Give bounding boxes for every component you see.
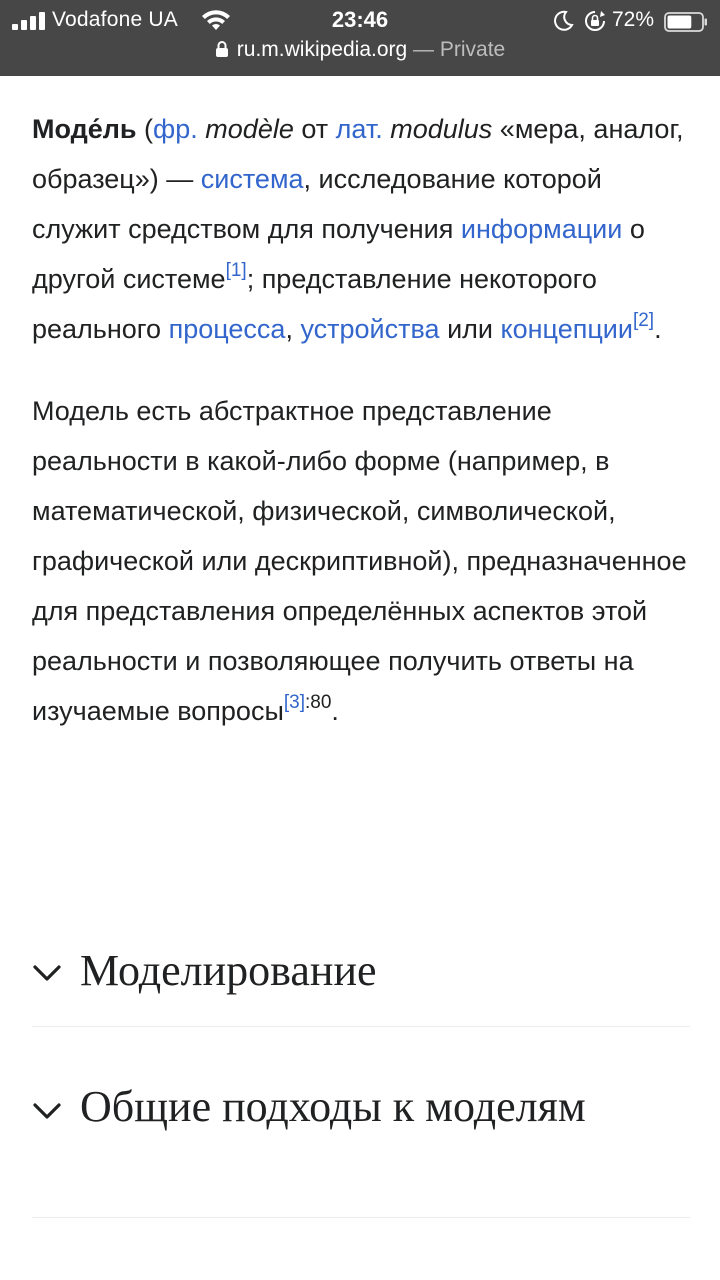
text: Модель есть абстрактное представление реальности в какой-либо форме (например, в математической, физической, символической, графической или дескриптивной), предназначенное для представления определённых аспектов этой реальности и позволяющее получить ответы на изучаемые вопросы [32, 396, 687, 726]
text: ( [136, 114, 154, 144]
reference-link-1[interactable]: [1] [225, 260, 247, 281]
link-information[interactable]: информации [460, 214, 623, 244]
section-title: Общие подходы к моделям [80, 1082, 586, 1131]
reference-1 [226, 260, 247, 281]
reference-link-3[interactable]: [3] [283, 692, 305, 713]
section-modeling[interactable] [32, 935, 690, 1027]
do-not-disturb-moon-icon [552, 10, 574, 32]
battery-percent: 72% [612, 8, 655, 31]
private-mode-label: Private [439, 38, 506, 61]
text: о другой системе [32, 214, 645, 294]
secure-lock-icon [215, 40, 229, 58]
term-modulus: modulus [390, 114, 493, 144]
status-time: 23:46 [331, 7, 389, 32]
reference-2 [633, 310, 654, 331]
text: «мера, аналог, образец») — [32, 114, 684, 194]
section-general-approaches[interactable] [32, 1075, 690, 1218]
reference-3-page: :80 [304, 692, 332, 713]
address-separator: — [407, 38, 440, 61]
link-device[interactable]: устройства [300, 314, 440, 344]
text: , исследование которой служит средством для получения [32, 164, 602, 244]
link-latin[interactable]: лат. [335, 114, 383, 144]
reference-3 [284, 692, 332, 713]
text: . [654, 314, 662, 344]
link-concept[interactable]: концепции [500, 314, 633, 344]
link-french[interactable]: фр. [153, 114, 198, 144]
text: . [331, 696, 339, 726]
chevron-down-icon [32, 1101, 62, 1121]
text: от [293, 114, 336, 144]
address-bar[interactable] [0, 38, 720, 68]
link-process[interactable]: процесса [168, 314, 286, 344]
text: , [285, 314, 301, 344]
reference-link-2[interactable]: [2] [632, 310, 655, 331]
chevron-down-icon [32, 963, 62, 983]
section-title: Моделирование [80, 946, 377, 995]
status-bar [0, 0, 720, 76]
link-system[interactable]: система [200, 164, 304, 194]
lead-paragraph [32, 104, 692, 354]
carrier-name: Vodafone UA [52, 8, 178, 31]
article-content [32, 80, 692, 736]
battery-icon [664, 12, 708, 32]
address-url: ru.m.wikipedia.org [236, 38, 408, 61]
text: ; представление некоторого реального [32, 264, 597, 344]
text: или [439, 314, 501, 344]
article-title-term: Моде́ль [32, 114, 137, 144]
term-modele: modèle [205, 114, 294, 144]
definition-paragraph [32, 386, 692, 736]
rotation-lock-icon [584, 10, 606, 32]
